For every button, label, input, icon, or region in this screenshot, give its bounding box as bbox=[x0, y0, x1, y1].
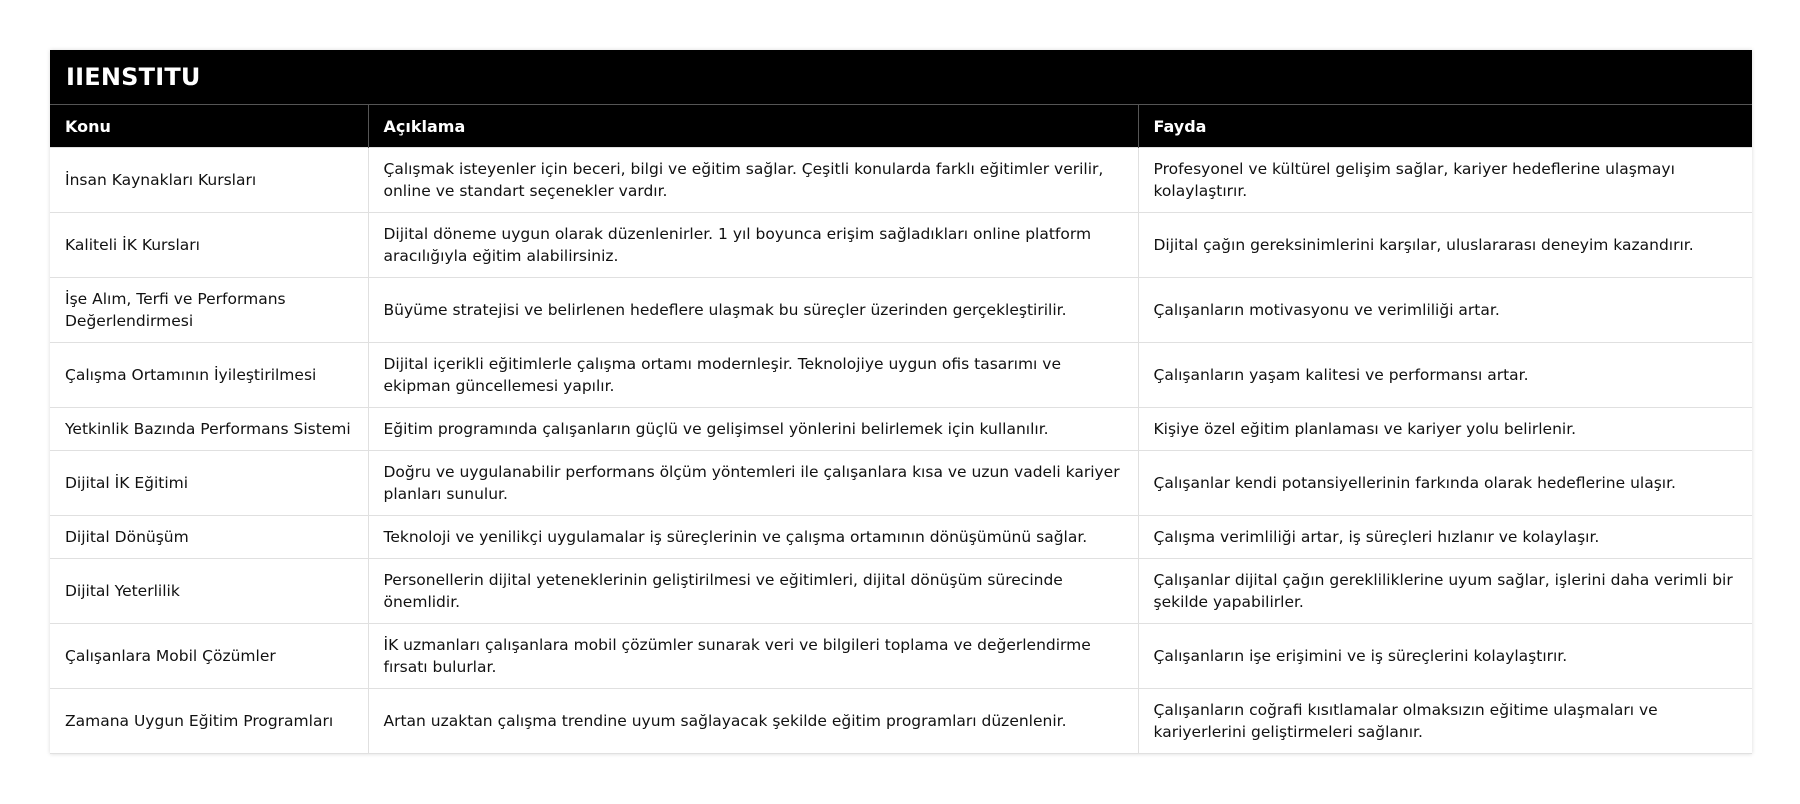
cell-konu: Dijital Yeterlilik bbox=[50, 559, 368, 624]
cell-konu: Çalışanlara Mobil Çözümler bbox=[50, 624, 368, 689]
cell-konu: Kaliteli İK Kursları bbox=[50, 213, 368, 278]
table-row bbox=[50, 689, 1752, 754]
table-row bbox=[50, 451, 1752, 516]
cell-konu: İnsan Kaynakları Kursları bbox=[50, 148, 368, 213]
cell-konu: Yetkinlik Bazında Performans Sistemi bbox=[50, 408, 368, 451]
cell-aciklama: Teknoloji ve yenilikçi uygulamalar iş süreçlerinin ve çalışma ortamının dönüşümünü sağlar. bbox=[368, 516, 1138, 559]
header-fayda: Fayda bbox=[1138, 105, 1752, 148]
table-row bbox=[50, 624, 1752, 689]
cell-fayda: Çalışma verimliliği artar, iş süreçleri hızlanır ve kolaylaşır. bbox=[1138, 516, 1752, 559]
cell-fayda: Profesyonel ve kültürel gelişim sağlar, kariyer hedeflerine ulaşmayı kolaylaştırır. bbox=[1138, 148, 1752, 213]
cell-aciklama: Çalışmak isteyenler için beceri, bilgi ve eğitim sağlar. Çeşitli konularda farklı eğitimler verilir, online ve standart seçenekler vardır. bbox=[368, 148, 1138, 213]
cell-aciklama: İK uzmanları çalışanlara mobil çözümler sunarak veri ve bilgileri toplama ve değerlendirme fırsatı bulurlar. bbox=[368, 624, 1138, 689]
cell-aciklama: Büyüme stratejisi ve belirlenen hedeflere ulaşmak bu süreçler üzerinden gerçekleştirilir. bbox=[368, 278, 1138, 343]
cell-aciklama: Artan uzaktan çalışma trendine uyum sağlayacak şekilde eğitim programları düzenlenir. bbox=[368, 689, 1138, 754]
table-row bbox=[50, 278, 1752, 343]
cell-fayda: Çalışanlar kendi potansiyellerinin farkında olarak hedeflerine ulaşır. bbox=[1138, 451, 1752, 516]
table-container bbox=[50, 50, 1752, 754]
cell-fayda: Çalışanların motivasyonu ve verimliliği artar. bbox=[1138, 278, 1752, 343]
cell-aciklama: Personellerin dijital yeteneklerinin geliştirilmesi ve eğitimleri, dijital dönüşüm sürecinde önemlidir. bbox=[368, 559, 1138, 624]
cell-fayda: Çalışanların yaşam kalitesi ve performansı artar. bbox=[1138, 343, 1752, 408]
table-row bbox=[50, 516, 1752, 559]
header-row bbox=[50, 105, 1752, 148]
table-row bbox=[50, 343, 1752, 408]
cell-fayda: Çalışanların coğrafi kısıtlamalar olmaksızın eğitime ulaşmaları ve kariyerlerini geliştirmeleri sağlanır. bbox=[1138, 689, 1752, 754]
cell-aciklama: Dijital döneme uygun olarak düzenlenirler. 1 yıl boyunca erişim sağladıkları online platform aracılığıyla eğitim alabilirsiniz. bbox=[368, 213, 1138, 278]
cell-konu: İşe Alım, Terfi ve Performans Değerlendirmesi bbox=[50, 278, 368, 343]
cell-fayda: Kişiye özel eğitim planlaması ve kariyer yolu belirlenir. bbox=[1138, 408, 1752, 451]
cell-fayda: Çalışanların işe erişimini ve iş süreçlerini kolaylaştırır. bbox=[1138, 624, 1752, 689]
cell-konu: Dijital İK Eğitimi bbox=[50, 451, 368, 516]
cell-konu: Zamana Uygun Eğitim Programları bbox=[50, 689, 368, 754]
cell-konu: Dijital Dönüşüm bbox=[50, 516, 368, 559]
cell-aciklama: Dijital içerikli eğitimlerle çalışma ortamı modernleşir. Teknolojiye uygun ofis tasarımı ve ekipman güncellemesi yapılır. bbox=[368, 343, 1138, 408]
table-row bbox=[50, 559, 1752, 624]
cell-konu: Çalışma Ortamının İyileştirilmesi bbox=[50, 343, 368, 408]
cell-aciklama: Eğitim programında çalışanların güçlü ve gelişimsel yönlerini belirlemek için kullanılır. bbox=[368, 408, 1138, 451]
cell-fayda: Çalışanlar dijital çağın gerekliliklerine uyum sağlar, işlerini daha verimli bir şekilde yapabilirler. bbox=[1138, 559, 1752, 624]
content-table bbox=[50, 104, 1752, 754]
header-konu: Konu bbox=[50, 105, 368, 148]
cell-fayda: Dijital çağın gereksinimlerini karşılar, uluslararası deneyim kazandırır. bbox=[1138, 213, 1752, 278]
table-row bbox=[50, 213, 1752, 278]
table-row bbox=[50, 148, 1752, 213]
table-row bbox=[50, 408, 1752, 451]
header-aciklama: Açıklama bbox=[368, 105, 1138, 148]
table-title: IIENSTITU bbox=[50, 50, 1752, 104]
cell-aciklama: Doğru ve uygulanabilir performans ölçüm yöntemleri ile çalışanlara kısa ve uzun vadeli kariyer planları sunulur. bbox=[368, 451, 1138, 516]
